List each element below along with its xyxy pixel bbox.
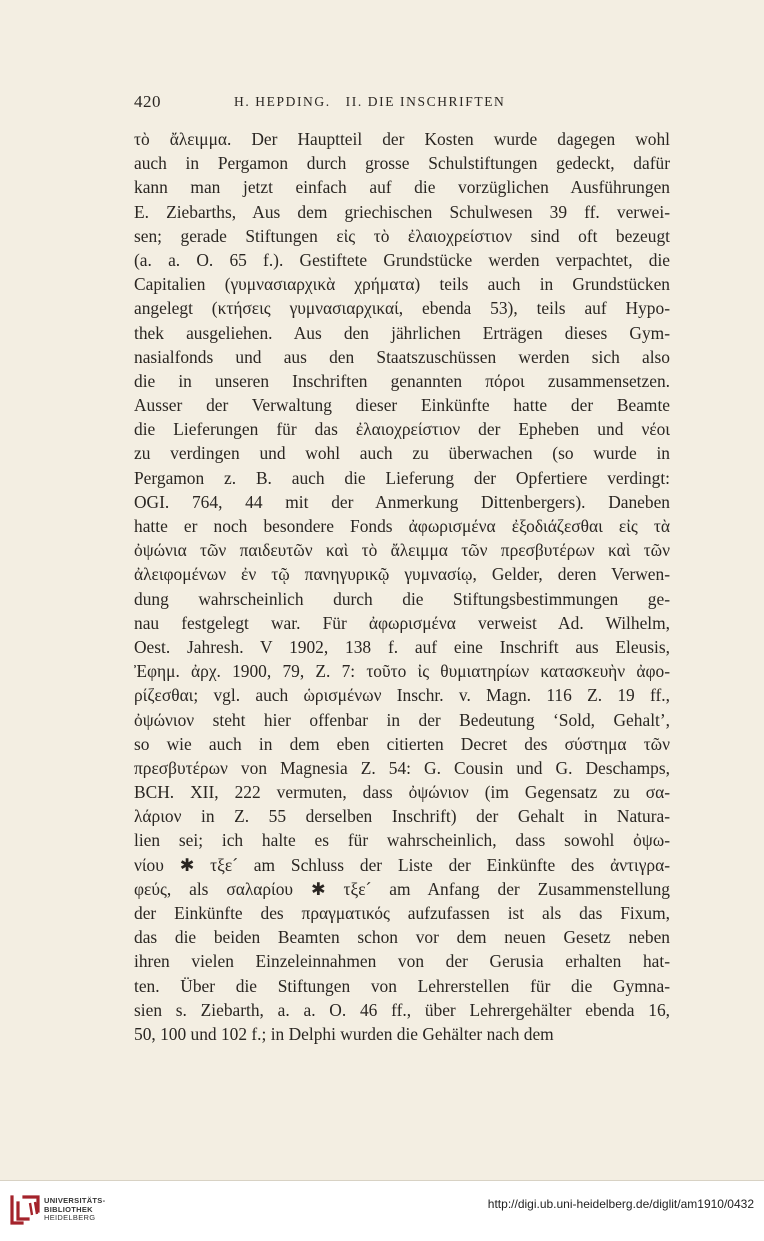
text-line: λάριον in Z. 55 derselben Inschrift) der Gehalt in Natura-: [134, 806, 670, 827]
text-line: das die beiden Beamten schon vor dem neuen Gesetz neben: [134, 927, 670, 948]
text-line: E. Ziebarths, Aus dem griechischen Schulwesen 39 ff. verwei-: [134, 201, 670, 222]
text-line: die Lieferungen für das ἐλαιοχρείστιον der Epheben und νέοι: [134, 419, 670, 440]
library-name-line: HEIDELBERG: [44, 1213, 96, 1223]
library-name-line: UNIVERSITÄTS-: [44, 1196, 106, 1205]
page-header: [134, 92, 670, 114]
text-line: νίου ✱ τξε´ am Schluss der Liste der Einkünfte des ἀντιγρα-: [134, 854, 670, 875]
text-line: die in unseren Inschriften genannten πόροι zusammensetzen.: [134, 370, 670, 391]
library-name-line: BIBLIOTHEK: [44, 1204, 93, 1214]
text-line: Pergamon z. B. auch die Lieferung der Opfertiere verdingt:: [134, 467, 670, 488]
permalink-url[interactable]: http://digi.ub.uni-heidelberg.de/diglit/am1910/0432: [487, 1197, 754, 1211]
running-head: H. HEPDING. II. DIE INSCHRIFTEN: [234, 94, 506, 109]
text-line: φεύς, als σαλαρίου ✱ τξε´ am Anfang der Zusammenstellung: [134, 878, 670, 899]
text-line: ὀψώνια τῶν παιδευτῶν καὶ τὸ ἄλειμμα τῶν πρεσβυτέρων καὶ τῶν: [134, 540, 670, 561]
text-line: 50, 100 und 102 f.; in Delphi wurden die Gehälter nach dem: [134, 1023, 554, 1044]
library-logo-icon[interactable]: [8, 1193, 42, 1227]
text-line: Oest. Jahresh. V 1902, 138 f. auf eine Inschrift aus Eleusis,: [134, 636, 670, 657]
text-line: kann man jetzt einfach auf die vorzüglichen Ausführungen: [134, 177, 670, 198]
text-line: BCH. XII, 222 vermuten, dass ὀψώνιον (im Gegensatz zu σα-: [134, 782, 670, 803]
text-line: ἀλειφομένων ἐν τῷ πανηγυρικῷ γυμνασίῳ, Gelder, deren Verwen-: [134, 564, 670, 585]
text-line: Capitalien (γυμνασιαρχικὰ χρήματα) teils auch in Grundstücken: [134, 274, 670, 295]
text-line: ὀψώνιον steht hier offenbar in der Bedeutung ‘Sold, Gehalt’,: [134, 709, 670, 730]
text-line: lien sei; ich halte es für wahrscheinlich, dass sowohl ὀψω-: [134, 830, 670, 851]
text-line: ten. Über die Stiftungen von Lehrerstellen für die Gymna-: [134, 975, 670, 996]
footer-bar: [0, 1181, 764, 1241]
text-line: ρίζεσθαι; vgl. auch ὡρισμένων Inschr. v. Magn. 116 Z. 19 ff.,: [134, 685, 670, 706]
text-line: thek ausgeliehen. Aus den jährlichen Erträgen dieses Gym-: [134, 322, 670, 343]
text-line: nau festgelegt war. Für ἀφωρισμένα verweist Ad. Wilhelm,: [134, 612, 670, 633]
text-line: der Einkünfte des πραγματικός aufzufassen ist als das Fixum,: [134, 903, 670, 923]
text-line: angelegt (κτήσεις γυμνασιαρχικαί, ebenda 53), teils auf Hypo-: [134, 298, 670, 319]
text-line: auch in Pergamon durch grosse Schulstiftungen gedeckt, dafür: [134, 153, 670, 174]
body-text: [134, 127, 670, 1046]
text-line: πρεσβυτέρων von Magnesia Z. 54: G. Cousin und G. Deschamps,: [134, 757, 670, 778]
page-number: 420: [134, 92, 161, 111]
text-line: dung wahrscheinlich durch die Stiftungsbestimmungen ge-: [134, 588, 670, 609]
text-line: zu verdingen und wohl auch zu überwachen (so wurde in: [134, 443, 670, 464]
text-line: so wie auch in dem eben citierten Decret des σύστημα τῶν: [134, 733, 670, 754]
text-line: ihren vielen Einzeleinnahmen von der Gerusia erhalten hat-: [134, 951, 670, 972]
text-line: hatte er noch besondere Fonds ἀφωρισμένα ἐξοδιάζεσθαι εἰς τὰ: [134, 516, 670, 536]
text-line: Ausser der Verwaltung dieser Einkünfte hatte der Beamte: [134, 395, 670, 416]
text-line: (a. a. O. 65 f.). Gestiftete Grundstücke werden verpachtet, die: [134, 249, 670, 270]
text-line: nasialfonds und aus den Staatszuschüssen werden sich also: [134, 346, 670, 367]
text-line: OGI. 764, 44 mit der Anmerkung Dittenbergers). Daneben: [134, 491, 670, 512]
text-line: sen; gerade Stiftungen εἰς τὸ ἐλαιοχρείστιον sind oft bezeugt: [134, 225, 670, 246]
text-line: sien s. Ziebarth, a. a. O. 46 ff., über Lehrergehälter ebenda 16,: [134, 999, 670, 1020]
text-line: Ἐφημ. ἀρχ. 1900, 79, Z. 7: τοῦτο ἰς θυμιατηρίων κατασκευὴν ἀφο-: [134, 661, 670, 682]
library-name: [44, 1197, 105, 1223]
text-line: τὸ ἄλειμμα. Der Hauptteil der Kosten wurde dagegen wohl: [134, 129, 670, 149]
